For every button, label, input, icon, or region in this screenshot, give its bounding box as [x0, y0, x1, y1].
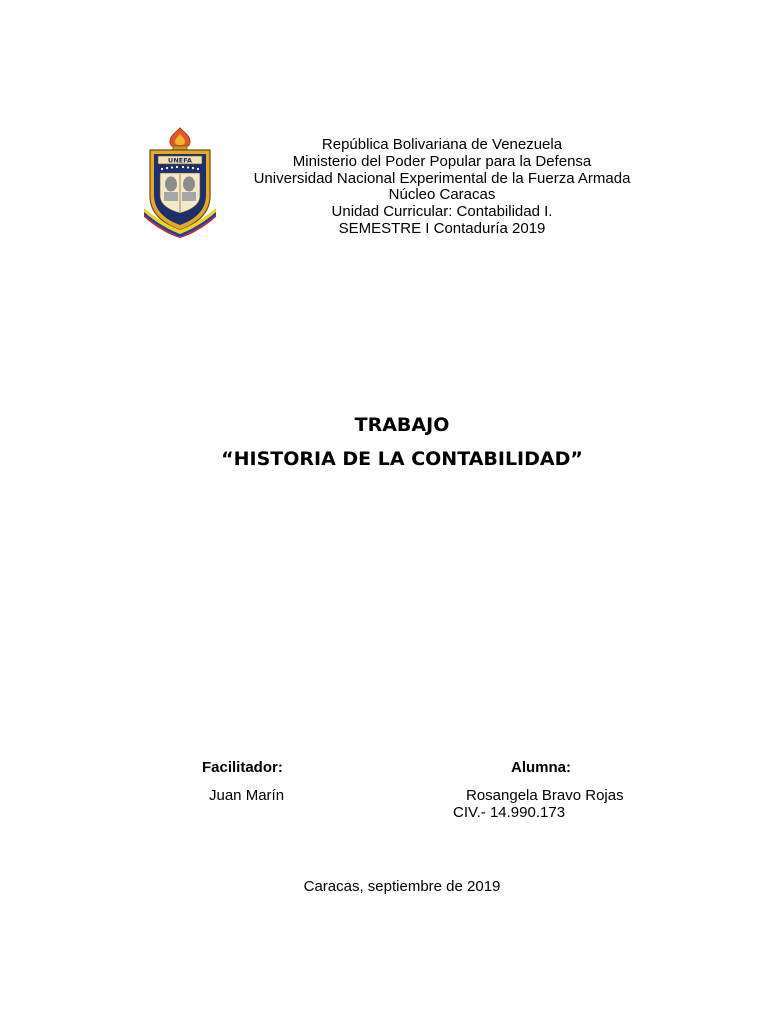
header-line-course: Unidad Curricular: Contabilidad I.	[331, 203, 553, 221]
unefa-crest-icon	[140, 126, 220, 238]
facilitator-name: Juan Marín	[209, 787, 285, 804]
student-label: Alumna:	[511, 759, 571, 776]
place-date: Caracas, septiembre de 2019	[303, 878, 501, 895]
institution-header	[230, 137, 654, 238]
header-line-university: Universidad Nacional Experimental de la Fuerza Armada	[253, 169, 631, 187]
svg-text:UNEFA: UNEFA	[168, 156, 192, 165]
header-line-ministry: Ministerio del Poder Popular para la Defensa	[292, 152, 592, 170]
header-line-semester: SEMESTRE I Contaduría 2019	[338, 219, 546, 237]
header-line-campus: Núcleo Caracas	[388, 186, 496, 204]
student-name: Rosangela Bravo Rojas	[466, 787, 624, 804]
header-line-republic: República Bolivariana de Venezuela	[321, 136, 563, 153]
title-line-topic: “HISTORIA DE LA CONTABILIDAD”	[221, 448, 583, 470]
document-title	[100, 412, 704, 472]
facilitator-label: Facilitador:	[202, 759, 283, 776]
student-id: CIV.- 14.990.173	[453, 804, 566, 821]
title-line-work: TRABAJO	[354, 414, 450, 436]
